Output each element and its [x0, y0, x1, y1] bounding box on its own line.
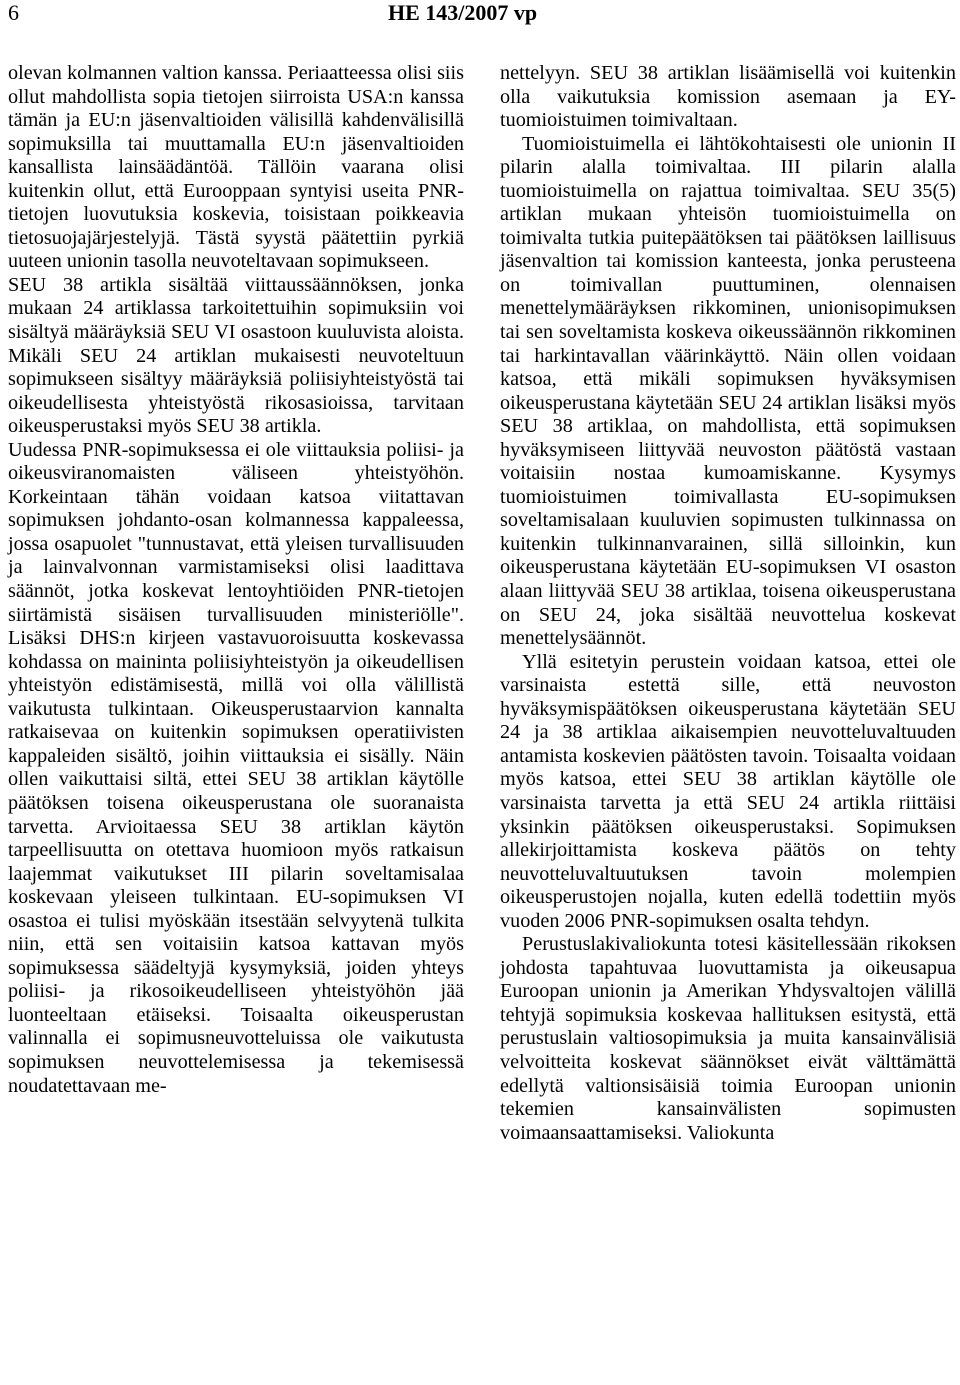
paragraph: Tuomioistuimella ei lähtökohtaisesti ole unionin II pilarin alalla toimivaltaa. III pilarin alalla tuomioistuimella on rajattua toimivaltaa. SEU 35(5) artiklan mukaan yhteisön tuomioistuimella on toimivalta tutkia puitepäätöksen tai päätöksen laillisuus jäsenvaltion tai komission kanteesta, jonka perusteena on toimivallan puuttuminen, olennaisen menettelymääräyksen rikkominen, unionisopimuksen tai sen soveltamista koskeva oikeussäännön rikkominen tai harkintavallan väärinkäyttö. Näin ollen voidaan katsoa, että mikäli sopimuksen hyväksymisen oikeusperustana käytetään SEU 24 artiklan lisäksi myös SEU 38 artiklaa, on mahdollista, että sopimuksen hyväksymiseen liittyvää neuvoston päätöstä vastaan voitaisiin nostaa kumoamiskanne. Kysymys tuomioistuimen toimivallasta EU-sopimuksen soveltamisalaan kuuluvien sopimusten tulkinnassa on kuitenkin tulkinnanvarainen, sillä silloinkin, kun oikeusperustana käytetään EU-sopimuksen VI osaston alaan liittyvää SEU 38 artiklaa, toisena oikeusperustana on SEU 24, joka sisältää neuvottelua koskevat menettelysäännöt.	[500, 132, 956, 650]
paragraph: olevan kolmannen valtion kanssa. Periaatteessa olisi siis ollut mahdollista sopia tietojen siirroista USA:n kanssa tämän ja EU:n jäsenvaltioiden välisillä kahdenvälisillä sopimuksilla tai muuttamalla EU:n jäsenvaltioiden kansallista lainsäädäntöä. Tällöin vaarana olisi kuitenkin ollut, että Eurooppaan syntyisi useita PNR-tietojen luovutuksia koskevia, toisistaan poikkeavia tietosuojajärjestelyjä. Tästä syystä päätettiin pyrkiä uuteen unionin tasolla neuvoteltavaan sopimukseen.	[8, 62, 464, 273]
right-column	[500, 62, 956, 1145]
paragraph: Yllä esitetyin perustein voidaan katsoa, ettei ole varsinaista estettä sille, että neuvoston hyväksymispäätöksen oikeusperustana käytetään SEU 24 ja 38 artiklaa aikaisempien neuvotteluvaltuuden antamista koskevien päätösten tavoin. Toisaalta voidaan myös katsoa, ettei SEU 38 artiklan käytölle ole varsinaista tarvetta ja että SEU 24 artikla riittäisi yksinkin päätöksen oikeusperustaksi. Sopimuksen allekirjoittamista koskeva päätös on tehty neuvotteluvaltuutuksen tavoin molempien oikeusperustojen nojalla, kuten edellä todettiin myös vuoden 2006 PNR-sopimuksen osalta tehdyn.	[500, 650, 956, 932]
page-number: 6	[8, 0, 19, 25]
paragraph: SEU 38 artikla sisältää viittaussäännöksen, jonka mukaan 24 artiklassa tarkoitettuihin sopimuksiin voi sisältyä määräyksiä SEU VI osastoon kuuluvista aloista. Mikäli SEU 24 artiklan mukaisesti neuvoteltuun sopimukseen sisältyy määräyksiä poliisiyhteistyöstä tai oikeudellisesta yhteistyöstä rikosasioissa, tarvitaan oikeusperustaksi myös SEU 38 artikla.	[8, 273, 464, 438]
left-column	[8, 62, 464, 1098]
paragraph: Perustuslakivaliokunta totesi käsitellessään rikoksen johdosta tapahtuvaa luovuttamista ja oikeusapua Euroopan unionin ja Amerikan Yhdysvaltojen välillä tehtyjä sopimuksia koskevaa hallituksen esitystä, että perustuslain valtiosopimuksia ja muita kansainvälisiä velvoitteita koskevat säännökset eivät välttämättä edellytä valtionsisäisiä toimia Euroopan unionin tekemien kansainvälisten sopimusten voimaansaattamiseksi. Valiokunta	[500, 933, 956, 1144]
page-header	[0, 0, 960, 40]
paragraph: Uudessa PNR-sopimuksessa ei ole viittauksia poliisi- ja oikeusviranomaisten väliseen yhteistyöhön. Korkeintaan tähän voidaan katsoa viitattavan sopimuksen johdanto-osan kolmannessa kappaleessa, jossa osapuolet "tunnustavat, että yleisen turvallisuuden ja lainvalvonnan varmistamiseksi olisi laadittava säännöt, jotka koskevat lentoyhtiöiden PNR-tietojen siirtämistä sisäisen turvallisuuden ministeriölle". Lisäksi DHS:n kirjeen vastavuoroisuutta koskevassa kohdassa on maininta poliisiyhteistyön ja oikeudellisen yhteistyön edistämisestä, millä voi olla välillistä vaikutusta tulkintaan. Oikeusperustaarvion kannalta ratkaisevaa on kuitenkin sopimuksen operatiivisten kappaleiden sisältö, joihin viittauksia ei sisälly. Näin ollen vaikuttaisi siltä, ettei SEU 38 artiklan käytölle päätöksen toisena oikeusperustana ole suoranaista tarvetta. Arvioitaessa SEU 38 artiklan käytön tarpeellisuutta on otettava huomioon myös ratkaisun laajemmat vaikutukset III pilarin soveltamisalaa koskevaan yleiseen tulkintaan. EU-sopimuksen VI osastoa ei tulisi myöskään itsestään selvyytenä tulkita niin, että sen voitaisiin katsoa kattavan myös sopimuksessa säädeltyjä kysymyksiä, joiden yhteys poliisi- ja rikosoikeudelliseen yhteistyöhön jää luonteeltaan etäiseksi. Toisaalta oikeusperustan valinnalla ei sopimusneuvotteluissa ole vaikutusta sopimuksen neuvottelemisessa ja tekemisessä noudatettavaan me-	[8, 438, 464, 1097]
document-id: HE 143/2007 vp	[388, 0, 538, 25]
paragraph: nettelyyn. SEU 38 artiklan lisäämisellä voi kuitenkin olla vaikutuksia komission asemaan ja EY-tuomioistuimen toimivaltaan.	[500, 62, 956, 132]
